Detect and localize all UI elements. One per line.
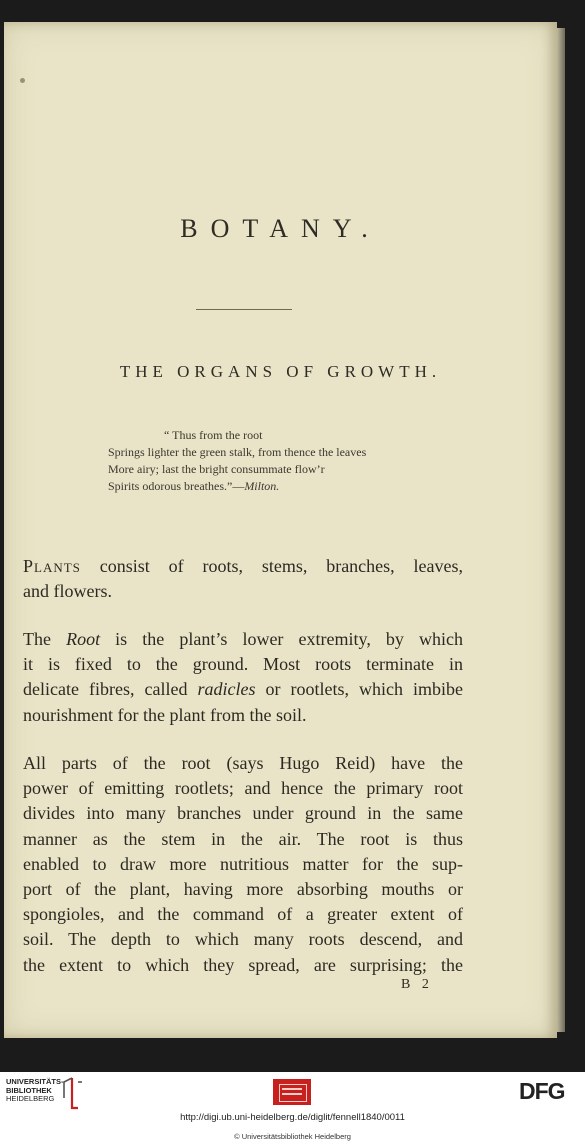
text-line: and flowers. bbox=[23, 581, 112, 602]
term-radicles: radicles bbox=[197, 679, 256, 700]
quote-text: Spirits odorous breathes.”— bbox=[108, 479, 245, 493]
text-line: soil. The depth to which many roots descend, and bbox=[23, 929, 463, 950]
quote-line: More airy; last the bright consummate flow’r bbox=[108, 462, 325, 476]
quote-line: Springs lighter the green stalk, from thence the leaves bbox=[108, 445, 367, 459]
text-line: it is fixed to the ground. Most roots terminate in bbox=[23, 654, 463, 675]
quote-attribution: Milton. bbox=[244, 479, 280, 493]
text-line: the extent to which they spread, are surprising; the bbox=[23, 954, 463, 975]
copyright-notice: © Universitätsbibliothek Heidelberg bbox=[234, 1132, 351, 1141]
library-name-line: HEIDELBERG bbox=[6, 1094, 55, 1103]
footer bbox=[0, 1072, 585, 1145]
logo-bar bbox=[282, 1088, 302, 1090]
text-line bbox=[23, 554, 463, 579]
text-line bbox=[23, 627, 463, 652]
text-line: power of emitting rootlets; and hence the primary root bbox=[23, 778, 463, 799]
logo-bar bbox=[282, 1093, 302, 1095]
text-line: spongioles, and the command of a greater extent of bbox=[23, 904, 463, 925]
book-page bbox=[4, 22, 557, 1038]
text-line: enabled to draw more nutritious matter for the sup- bbox=[23, 853, 463, 874]
text-line: port of the plant, having more absorbing mouths or bbox=[23, 879, 463, 900]
term-root: Root bbox=[66, 629, 101, 649]
dfg-logo: DFG bbox=[519, 1078, 565, 1104]
page-edge bbox=[557, 28, 565, 1032]
digital-library-logo-icon bbox=[273, 1079, 311, 1105]
epigraph-quote bbox=[108, 427, 508, 495]
text-line: nourishment for the plant from the soil. bbox=[23, 704, 307, 725]
permalink[interactable]: http://digi.ub.uni-heidelberg.de/diglit/fennell1840/0011 bbox=[180, 1112, 405, 1123]
text-line: divides into many branches under ground in the same bbox=[23, 803, 463, 824]
text-line: manner as the stem in the air. The root is thus bbox=[23, 828, 463, 849]
library-name-line: UNIVERSITÄTS- bbox=[6, 1077, 64, 1086]
text-fragment: or rootlets, which imbibe bbox=[255, 679, 463, 700]
page-title: BOTANY. bbox=[180, 214, 381, 243]
text-fragment: consist of roots, stems, branches, leaves, bbox=[99, 556, 463, 576]
text-line: All parts of the root (says Hugo Reid) have the bbox=[23, 753, 463, 773]
paragraph-root bbox=[23, 627, 463, 728]
library-logo-icon bbox=[58, 1076, 84, 1110]
text-line bbox=[23, 677, 463, 702]
paragraph-plants bbox=[23, 554, 463, 604]
paragraph-rootlets bbox=[23, 751, 463, 978]
quote-line bbox=[108, 478, 508, 495]
quote-line: “ Thus from the root bbox=[164, 428, 263, 442]
section-title: THE ORGANS OF GROWTH. bbox=[119, 362, 442, 381]
text-fragment: The bbox=[23, 629, 67, 649]
lead-word: Plants bbox=[23, 556, 81, 576]
title-divider bbox=[196, 309, 292, 310]
signature-mark: B 2 bbox=[401, 977, 433, 992]
text-fragment: delicate fibres, called bbox=[23, 679, 198, 700]
text-fragment: is the plant’s lower extremity, by which bbox=[100, 629, 463, 649]
library-name-line: BIBLIOTHEK bbox=[6, 1085, 52, 1095]
paper-fleck bbox=[20, 78, 25, 83]
library-name bbox=[6, 1078, 64, 1104]
